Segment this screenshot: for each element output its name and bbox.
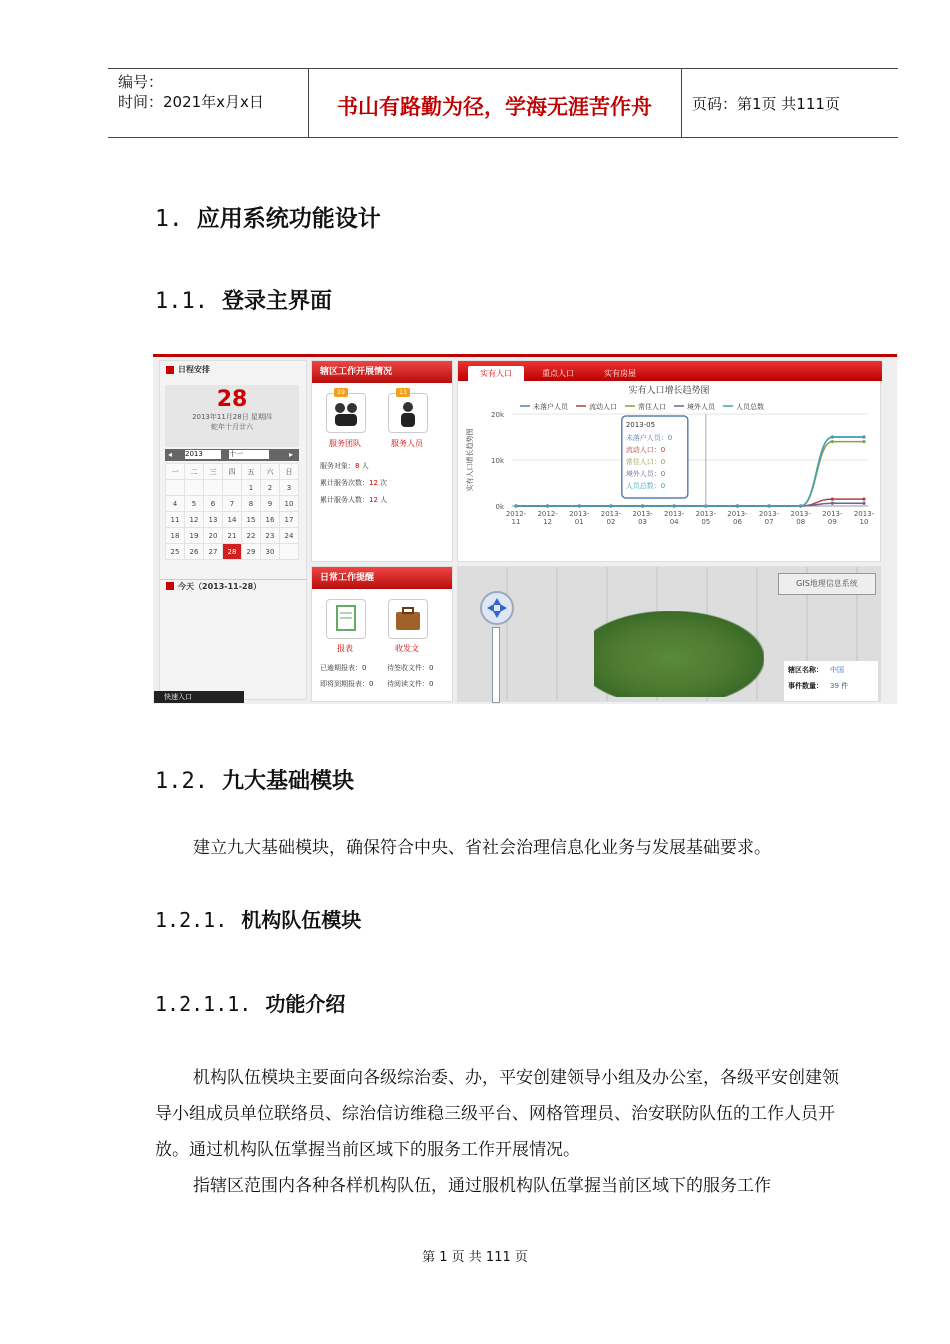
today-icon xyxy=(166,582,174,590)
calendar-day[interactable]: 9 xyxy=(261,496,280,512)
lunar-date: 蛇年十月廿六 xyxy=(211,423,253,431)
y-tick-label: 0k xyxy=(495,503,504,511)
calendar-day[interactable]: 10 xyxy=(280,496,299,512)
calendar-day[interactable]: 27 xyxy=(204,544,223,560)
legend-label: 常住人口 xyxy=(638,403,666,411)
x-tick-label: 2013- xyxy=(822,510,843,518)
service-team-icon[interactable] xyxy=(326,393,366,433)
x-tick-label: 02 xyxy=(606,518,616,526)
y-axis-label: 实有人口增长趋势图 xyxy=(466,428,474,492)
paragraph-1: 建立九大基础模块，确保符合中央、省社会治理信息化业务与发展基础要求。 xyxy=(193,838,771,858)
paragraph-2: 机构队伍模块主要面向各级综治委、办，平安创建领导小组及办公室，各级平安创建领导小组成员单位联络员、综治信访维稳三级平台、网格管理员、治安联防队伍的工作人员开放。通过机构队伍掌握当前区域下的服务工作开展情况。 xyxy=(155,1068,839,1160)
stat-unit: 人 xyxy=(380,496,388,504)
calendar-day[interactable]: 15 xyxy=(242,512,261,528)
heading-text: 机构队伍模块 xyxy=(241,908,362,932)
legend-label: 未落户人员 xyxy=(533,403,568,411)
calendar-day[interactable]: 25 xyxy=(166,544,185,560)
time-label: 时间：2021年x月x日 xyxy=(118,93,264,111)
service-staff-label[interactable]: 服务人员 xyxy=(391,439,423,448)
tooltip-row: 人员总数：0 xyxy=(625,482,666,490)
calendar-day xyxy=(166,480,185,496)
heading-number: 1.1. xyxy=(155,289,208,314)
calendar-day[interactable]: 14 xyxy=(223,512,242,528)
x-tick-label: 12 xyxy=(543,518,553,526)
x-tick-label: 2013- xyxy=(727,510,748,518)
x-tick-label: 09 xyxy=(827,518,837,526)
work-panel xyxy=(311,360,453,562)
calendar-day[interactable]: 23 xyxy=(261,528,280,544)
tab-actual-population[interactable]: 实有人口 xyxy=(468,366,524,381)
weekday-header: 五 xyxy=(242,464,261,480)
x-tick-label: 03 xyxy=(638,518,648,526)
tooltip-row: 常住人口：0 xyxy=(625,458,666,466)
heading-1-1 xyxy=(155,284,332,315)
number-label: 编号： xyxy=(118,73,164,91)
heading-text: 功能介绍 xyxy=(265,992,346,1016)
x-tick-label: 05 xyxy=(701,518,711,526)
heading-1 xyxy=(155,200,381,233)
gis-panel xyxy=(457,566,881,702)
stat-value: 8 xyxy=(355,462,360,470)
today-label: 今天（2013-11-28） xyxy=(178,582,262,591)
heading-number: 1.2. xyxy=(155,769,208,794)
motto: 书山有路勤为径，学海无涯苦作舟 xyxy=(337,95,652,119)
gis-town-label: 辖区名称： xyxy=(788,666,823,674)
calendar-day[interactable]: 3 xyxy=(280,480,299,496)
map-nav-icon[interactable] xyxy=(480,591,514,625)
stat-service-times xyxy=(320,478,387,488)
legend-label: 流动人口 xyxy=(589,403,617,411)
data-point xyxy=(862,440,865,443)
data-point xyxy=(736,504,739,507)
date-line: 2013年11月28日 星期四 xyxy=(192,413,272,421)
stat-label: 累计服务人数： xyxy=(320,496,369,504)
chart-panel xyxy=(457,360,881,562)
tooltip-title: 2013-05 xyxy=(625,421,656,429)
calendar-day[interactable]: 29 xyxy=(242,544,261,560)
y-tick-label: 10k xyxy=(491,457,504,465)
calendar-day xyxy=(280,544,299,560)
x-tick-label: 2013- xyxy=(695,510,716,518)
calendar-day[interactable]: 5 xyxy=(185,496,204,512)
gis-events-label: 事件数量： xyxy=(788,682,823,690)
data-point xyxy=(831,440,834,443)
header-page-cell xyxy=(682,69,898,137)
pending-sign: 待签收文件：0 xyxy=(387,664,434,672)
data-point xyxy=(799,504,802,507)
data-point xyxy=(831,435,834,438)
pending-read: 待阅读文件：0 xyxy=(387,680,434,688)
x-tick-label: 2013- xyxy=(758,510,780,518)
paragraph-3: 指辖区范围内各种各样机构队伍，通过服机构队伍掌握当前区域下的服务工作 xyxy=(193,1176,771,1196)
stat-value: 12 xyxy=(369,496,378,504)
calendar-day[interactable]: 20 xyxy=(204,528,223,544)
stat-unit: 次 xyxy=(380,479,388,487)
calendar-day[interactable]: 6 xyxy=(204,496,223,512)
zoom-slider[interactable] xyxy=(492,627,500,703)
data-point xyxy=(862,498,865,501)
stat-label: 服务对象： xyxy=(320,462,355,470)
data-point xyxy=(641,504,644,507)
calendar-day[interactable]: 16 xyxy=(261,512,280,528)
x-tick-label: 04 xyxy=(669,518,679,526)
legend-label: 人员总数 xyxy=(736,403,764,411)
calendar-day[interactable]: 19 xyxy=(185,528,204,544)
calendar-day[interactable]: 26 xyxy=(185,544,204,560)
page-code: 页码：第1页 共111页 xyxy=(692,95,840,113)
weekday-header: 一 xyxy=(166,464,185,480)
next-month-icon[interactable]: ▸ xyxy=(289,450,294,459)
service-staff-icon[interactable] xyxy=(388,393,428,433)
page-footer: 第 1 页 共 111 页 xyxy=(422,1250,528,1265)
calendar-day[interactable]: 7 xyxy=(223,496,242,512)
calendar-day[interactable]: 30 xyxy=(261,544,280,560)
x-tick-label: 01 xyxy=(574,518,584,526)
heading-1-2-1-1 xyxy=(155,988,345,1017)
tab-key-population[interactable]: 重点人口 xyxy=(542,369,574,378)
calendar-day[interactable]: 22 xyxy=(242,528,261,544)
header-motto-cell xyxy=(308,69,682,137)
x-tick-label: 07 xyxy=(764,518,774,526)
tooltip-row: 境外人员：0 xyxy=(625,470,666,478)
calendar-day[interactable]: 21 xyxy=(223,528,242,544)
weekday-header: 六 xyxy=(261,464,280,480)
x-tick-label: 2013- xyxy=(632,510,653,518)
x-tick-label: 2013- xyxy=(600,510,622,518)
send-receive-icon[interactable] xyxy=(388,599,428,639)
x-tick-label: 2012- xyxy=(537,510,558,518)
heading-text: 登录主界面 xyxy=(221,289,332,314)
data-point xyxy=(862,435,865,438)
calendar-day xyxy=(185,480,204,496)
gis-events-unit: 件 xyxy=(841,682,849,690)
weekday-header: 三 xyxy=(204,464,223,480)
calendar-grid xyxy=(165,463,299,560)
report-icon[interactable] xyxy=(326,599,366,639)
divider xyxy=(160,579,306,580)
weekday-header: 日 xyxy=(280,464,299,480)
send-receive-label[interactable]: 收发文 xyxy=(395,644,419,653)
report-label[interactable]: 报表 xyxy=(337,644,353,653)
day-number: 28 xyxy=(216,387,248,412)
gis-terrain xyxy=(594,611,764,697)
x-tick-label: 2012- xyxy=(505,510,527,518)
x-tick-label: 2013- xyxy=(569,510,590,518)
data-point xyxy=(546,504,549,507)
gis-events xyxy=(830,681,848,691)
staff-badge: 13 xyxy=(396,388,410,397)
gis-events-value: 39 xyxy=(830,682,839,690)
calendar-icon xyxy=(166,366,174,374)
gis-info-box xyxy=(784,661,878,701)
data-point xyxy=(578,504,581,507)
calendar-day[interactable]: 8 xyxy=(242,496,261,512)
heading-text: 九大基础模块 xyxy=(221,769,354,794)
data-point xyxy=(767,504,770,507)
gis-label: GIS地理信息系统 xyxy=(778,573,876,595)
calendar-day[interactable]: 4 xyxy=(166,496,185,512)
x-tick-label: 06 xyxy=(732,518,742,526)
x-tick-label: 08 xyxy=(796,518,806,526)
prev-month-icon[interactable]: ◂ xyxy=(168,450,173,459)
year-select[interactable]: 2013 xyxy=(185,450,221,459)
schedule-panel xyxy=(159,360,307,700)
due-reports: 即将到期报表：0 xyxy=(320,680,374,688)
work-title: 辖区工作开展情况 xyxy=(312,361,452,383)
weekday-header: 四 xyxy=(223,464,242,480)
tooltip-row: 未落户人员：0 xyxy=(625,434,673,442)
x-tick-label: 11 xyxy=(511,518,521,526)
top-red-line xyxy=(153,354,897,357)
calendar-day[interactable]: 24 xyxy=(280,528,299,544)
date-display xyxy=(165,385,299,447)
heading-number: 1.2.1.1. xyxy=(155,992,252,1016)
x-tick-label: 2013- xyxy=(790,510,811,518)
calendar-day[interactable]: 2 xyxy=(261,480,280,496)
header-meta-cell xyxy=(108,69,309,137)
calendar-day[interactable]: 1 xyxy=(242,480,261,496)
stat-unit: 人 xyxy=(361,462,369,470)
data-point xyxy=(831,498,834,501)
overdue-reports: 已逾期报表：0 xyxy=(320,664,367,672)
calendar-day[interactable]: 11 xyxy=(166,512,185,528)
page-header xyxy=(108,68,898,138)
login-main-screenshot xyxy=(153,354,897,704)
daily-title: 日常工作提醒 xyxy=(312,567,452,589)
chart-title: 实有人口增长趋势图 xyxy=(628,386,710,396)
x-tick-label: 2013- xyxy=(853,510,875,518)
stat-label: 累计服务次数： xyxy=(320,479,369,487)
tooltip-row: 流动人口：0 xyxy=(625,446,666,454)
team-badge: 19 xyxy=(334,388,348,397)
legend-label: 境外人员 xyxy=(687,403,715,411)
data-point xyxy=(609,504,612,507)
tab-actual-housing[interactable]: 实有房屋 xyxy=(604,369,636,378)
stat-service-people xyxy=(320,495,387,505)
calendar-day[interactable]: 12 xyxy=(185,512,204,528)
gis-town: 中国 xyxy=(830,666,844,674)
schedule-title: 日程安排 xyxy=(178,365,210,374)
service-team-label[interactable]: 服务团队 xyxy=(329,439,361,448)
calendar-day xyxy=(223,480,242,496)
x-tick-label: 10 xyxy=(859,518,869,526)
heading-text: 应用系统功能设计 xyxy=(196,206,381,232)
daily-panel xyxy=(311,566,453,702)
heading-number: 1.2.1. xyxy=(155,908,228,932)
stat-value: 12 xyxy=(369,479,378,487)
population-chart xyxy=(458,381,880,561)
stat-service-objects xyxy=(320,461,369,471)
x-tick-label: 2013- xyxy=(664,510,685,518)
calendar-day[interactable]: 28 xyxy=(223,544,242,560)
calendar-day[interactable]: 18 xyxy=(166,528,185,544)
data-point xyxy=(514,504,517,507)
data-point xyxy=(862,502,865,505)
data-point xyxy=(673,504,676,507)
data-point xyxy=(831,502,834,505)
heading-1-2-1 xyxy=(155,904,361,933)
y-tick-label: 20k xyxy=(491,411,504,419)
calendar-day xyxy=(204,480,223,496)
quick-entry[interactable]: 快速入口 xyxy=(154,691,244,703)
calendar-nav xyxy=(165,449,299,461)
weekday-header: 二 xyxy=(185,464,204,480)
month-select[interactable]: 十一 xyxy=(229,450,269,459)
heading-number: 1. xyxy=(155,206,183,232)
calendar-day[interactable]: 13 xyxy=(204,512,223,528)
heading-1-2 xyxy=(155,764,354,795)
chart-tabs xyxy=(458,361,882,381)
calendar-day[interactable]: 17 xyxy=(280,512,299,528)
